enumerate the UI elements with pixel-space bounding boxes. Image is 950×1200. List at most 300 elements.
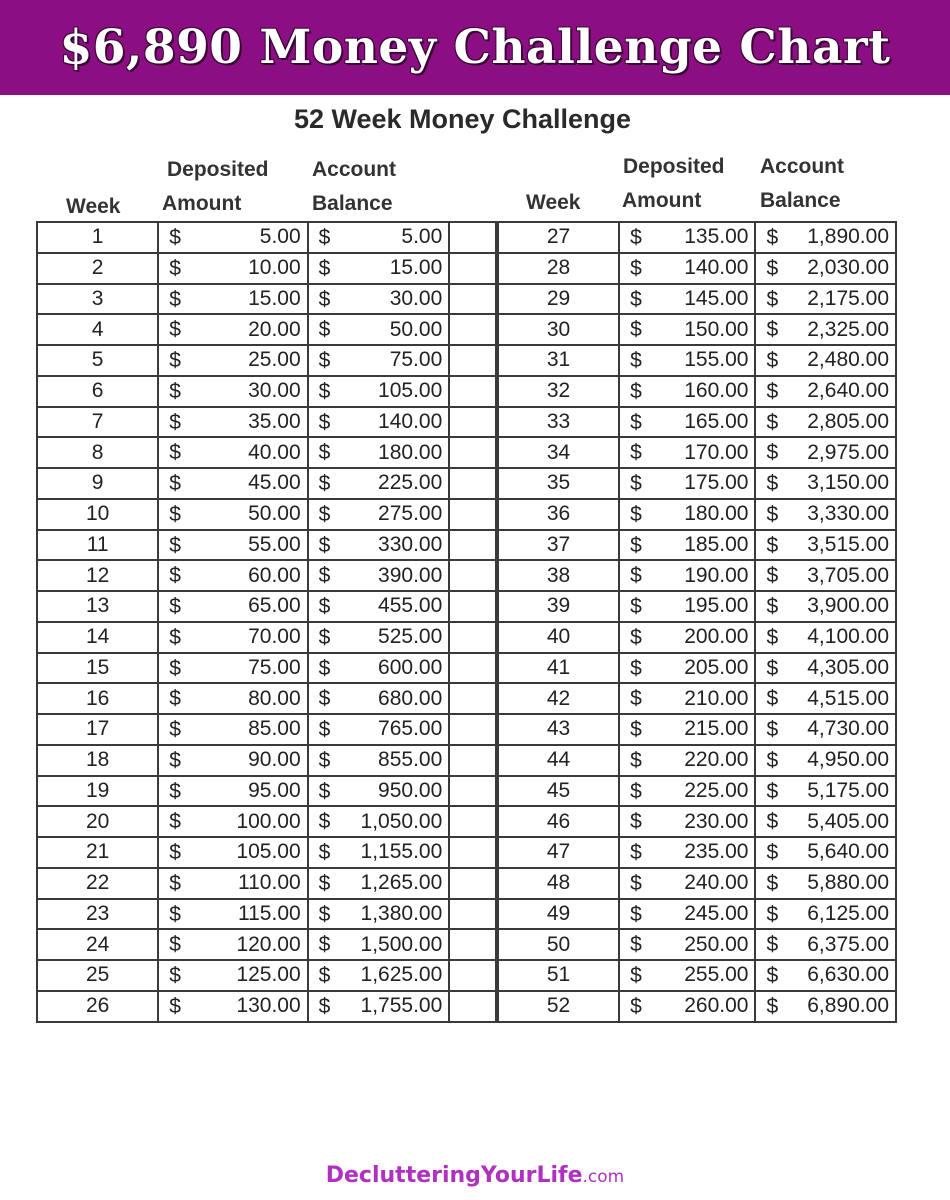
deposited-amount: 175.00: [684, 471, 749, 495]
currency-symbol: $: [169, 226, 181, 249]
deposited-amount-cell: [619, 806, 755, 837]
deposited-amount-cell: [619, 991, 755, 1022]
deposited-amount-cell: [619, 376, 755, 407]
currency-symbol: $: [169, 933, 181, 957]
right-account-header-line2: Balance: [760, 189, 841, 212]
deposited-amount: 210.00: [684, 686, 749, 710]
currency-symbol: $: [766, 410, 779, 434]
deposited-amount-cell: [619, 530, 755, 561]
deposited-amount: 215.00: [684, 717, 749, 741]
week-cell: 30: [498, 314, 619, 345]
account-balance-cell: [308, 530, 450, 561]
week-cell: 32: [498, 376, 619, 407]
blank-cell: [449, 991, 496, 1022]
table-row: [37, 776, 496, 807]
table-row: [498, 284, 896, 315]
deposited-amount: 80.00: [248, 686, 301, 710]
table-row: [37, 499, 496, 530]
left-week-header: Week: [66, 195, 121, 218]
deposited-amount: 260.00: [684, 994, 749, 1018]
table-row: [498, 591, 896, 622]
deposited-amount: 235.00: [684, 840, 749, 864]
account-balance: 1,155.00: [360, 840, 443, 864]
deposited-amount: 190.00: [684, 563, 749, 587]
deposited-amount: 115.00: [238, 901, 301, 925]
currency-symbol: $: [169, 318, 181, 342]
account-balance: 600.00: [378, 655, 443, 679]
account-balance: 455.00: [378, 594, 443, 618]
week-cell: 52: [498, 991, 619, 1022]
account-balance: 105.00: [378, 379, 443, 403]
deposited-amount-cell: [619, 222, 755, 253]
currency-symbol: $: [169, 779, 181, 803]
table-row: [498, 314, 896, 345]
account-balance-cell: [755, 530, 896, 561]
account-balance: 15.00: [389, 256, 443, 280]
blank-cell: [449, 253, 496, 284]
currency-symbol: $: [169, 656, 181, 680]
right-week-header: Week: [526, 191, 581, 214]
deposited-amount-cell: [158, 776, 307, 807]
week-cell: 21: [37, 837, 158, 868]
currency-symbol: $: [318, 533, 331, 557]
deposited-amount: 45.00: [248, 471, 301, 495]
account-balance-cell: [755, 837, 896, 868]
table-row: [37, 960, 496, 991]
account-balance: 950.00: [378, 778, 443, 802]
currency-symbol: $: [766, 625, 779, 649]
sheet-title: 52 Week Money Challenge: [293, 104, 632, 134]
account-balance-cell: [308, 622, 450, 653]
week-cell: 50: [498, 929, 619, 960]
right-account-header-line1: Account: [760, 155, 844, 178]
deposited-amount-cell: [619, 591, 755, 622]
deposited-amount-cell: [619, 622, 755, 653]
table-row: [37, 868, 496, 899]
account-balance: 2,030.00: [807, 256, 889, 280]
deposited-amount-cell: [619, 499, 755, 530]
week-cell: 35: [498, 468, 619, 499]
currency-symbol: $: [630, 533, 642, 557]
table-row: [37, 837, 496, 868]
currency-symbol: $: [318, 779, 331, 803]
banner-title: $6,890 Money Challenge Chart: [59, 20, 891, 75]
week-cell: 11: [37, 530, 158, 561]
blank-cell: [449, 560, 496, 591]
currency-symbol: $: [766, 902, 779, 926]
footer-brand: DeclutteringYourLife: [325, 1163, 583, 1188]
deposited-amount: 150.00: [684, 317, 749, 341]
currency-symbol: $: [766, 810, 779, 834]
account-balance-cell: [755, 991, 896, 1022]
table-row: [498, 683, 896, 714]
blank-cell: [449, 868, 496, 899]
deposited-amount-cell: [158, 560, 307, 591]
deposited-amount-cell: [158, 929, 307, 960]
account-balance: 50.00: [389, 317, 443, 341]
account-balance-cell: [308, 345, 450, 376]
account-balance: 2,805.00: [807, 409, 889, 433]
deposited-amount: 65.00: [248, 594, 301, 618]
account-balance: 390.00: [378, 563, 443, 587]
deposited-amount: 100.00: [236, 809, 301, 833]
currency-symbol: $: [318, 318, 331, 342]
currency-symbol: $: [169, 902, 181, 926]
week-cell: 29: [498, 284, 619, 315]
deposited-amount-cell: [619, 929, 755, 960]
account-balance-cell: [755, 499, 896, 530]
currency-symbol: $: [318, 841, 331, 864]
right-deposited-header-line1: Deposited: [623, 155, 725, 178]
table-row: [498, 653, 896, 684]
week-cell: 34: [498, 437, 619, 468]
table-row: [37, 622, 496, 653]
week-cell: 40: [498, 622, 619, 653]
deposited-amount: 10.00: [248, 256, 301, 280]
account-balance-cell: [308, 776, 450, 807]
blank-cell: [449, 653, 496, 684]
week-cell: 41: [498, 653, 619, 684]
currency-symbol: $: [318, 379, 331, 403]
currency-symbol: $: [318, 226, 331, 249]
week-cell: 37: [498, 530, 619, 561]
currency-symbol: $: [318, 287, 331, 311]
account-balance-cell: [308, 960, 450, 991]
account-balance-cell: [755, 960, 896, 991]
table-row: [498, 622, 896, 653]
right-challenge-table: [497, 221, 897, 1023]
currency-symbol: $: [318, 502, 331, 526]
blank-cell: [449, 284, 496, 315]
currency-symbol: $: [630, 687, 642, 711]
table-row: [37, 745, 496, 776]
currency-symbol: $: [169, 287, 181, 311]
account-balance: 855.00: [378, 748, 443, 772]
account-balance-cell: [308, 899, 450, 930]
currency-symbol: $: [169, 379, 181, 403]
deposited-amount-cell: [619, 314, 755, 345]
account-balance-cell: [755, 560, 896, 591]
deposited-amount-cell: [619, 745, 755, 776]
currency-symbol: $: [318, 656, 331, 680]
week-cell: 24: [37, 929, 158, 960]
deposited-amount: 240.00: [684, 871, 749, 895]
deposited-amount-cell: [158, 991, 307, 1022]
week-cell: 17: [37, 714, 158, 745]
table-row: [37, 376, 496, 407]
account-balance: 4,305.00: [807, 655, 889, 679]
week-cell: 47: [498, 837, 619, 868]
week-cell: 36: [498, 499, 619, 530]
week-cell: 25: [37, 960, 158, 991]
account-balance: 180.00: [378, 440, 443, 464]
currency-symbol: $: [169, 595, 181, 618]
currency-symbol: $: [630, 748, 642, 772]
account-balance: 525.00: [378, 625, 443, 649]
deposited-amount: 120.00: [236, 932, 301, 956]
blank-cell: [449, 745, 496, 776]
account-balance: 3,900.00: [807, 594, 889, 618]
title-banner: [0, 0, 950, 95]
week-cell: 39: [498, 591, 619, 622]
blank-cell: [449, 437, 496, 468]
currency-symbol: $: [318, 718, 331, 741]
currency-symbol: $: [630, 287, 642, 311]
week-cell: 33: [498, 407, 619, 438]
deposited-amount: 20.00: [248, 317, 301, 341]
account-balance: 1,500.00: [360, 932, 443, 956]
deposited-amount: 250.00: [684, 932, 749, 956]
deposited-amount-cell: [158, 284, 307, 315]
account-balance: 3,330.00: [807, 502, 889, 526]
table-row: [37, 991, 496, 1022]
table-row: [37, 468, 496, 499]
account-balance: 1,890.00: [807, 225, 889, 249]
week-cell: 51: [498, 960, 619, 991]
currency-symbol: $: [169, 564, 181, 588]
currency-symbol: $: [318, 595, 331, 618]
currency-symbol: $: [169, 841, 181, 864]
deposited-amount-cell: [158, 222, 307, 253]
account-balance-cell: [755, 806, 896, 837]
deposited-amount-cell: [158, 407, 307, 438]
currency-symbol: $: [630, 502, 642, 526]
table-row: [498, 868, 896, 899]
currency-symbol: $: [766, 871, 779, 895]
week-cell: 7: [37, 407, 158, 438]
currency-symbol: $: [630, 564, 642, 588]
week-cell: 45: [498, 776, 619, 807]
left-challenge-table: [36, 221, 497, 1023]
deposited-amount-cell: [158, 468, 307, 499]
account-balance: 2,975.00: [807, 440, 889, 464]
account-balance-cell: [308, 468, 450, 499]
account-balance-cell: [755, 929, 896, 960]
currency-symbol: $: [169, 441, 181, 465]
currency-symbol: $: [766, 595, 779, 618]
currency-symbol: $: [766, 226, 779, 249]
currency-symbol: $: [630, 810, 642, 834]
deposited-amount-cell: [158, 745, 307, 776]
week-cell: 2: [37, 253, 158, 284]
currency-symbol: $: [318, 349, 331, 372]
blank-cell: [449, 929, 496, 960]
table-row: [498, 806, 896, 837]
deposited-amount-cell: [619, 960, 755, 991]
table-row: [37, 591, 496, 622]
deposited-amount-cell: [619, 560, 755, 591]
week-cell: 26: [37, 991, 158, 1022]
week-cell: 13: [37, 591, 158, 622]
deposited-amount-cell: [158, 314, 307, 345]
account-balance-cell: [755, 253, 896, 284]
deposited-amount: 90.00: [248, 748, 301, 772]
week-cell: 5: [37, 345, 158, 376]
table-row: [498, 714, 896, 745]
deposited-amount: 165.00: [684, 409, 749, 433]
deposited-amount-cell: [619, 437, 755, 468]
deposited-amount-cell: [619, 345, 755, 376]
account-balance-cell: [308, 745, 450, 776]
account-balance: 75.00: [389, 348, 443, 372]
account-balance: 140.00: [378, 409, 443, 433]
table-row: [37, 683, 496, 714]
currency-symbol: $: [630, 964, 642, 987]
currency-symbol: $: [169, 625, 181, 649]
table-row: [37, 560, 496, 591]
account-balance: 2,480.00: [807, 348, 889, 372]
deposited-amount-cell: [158, 653, 307, 684]
account-balance-cell: [755, 468, 896, 499]
table-row: [37, 437, 496, 468]
account-balance-cell: [755, 899, 896, 930]
blank-cell: [449, 683, 496, 714]
deposited-amount: 30.00: [248, 379, 301, 403]
table-row: [498, 376, 896, 407]
currency-symbol: $: [318, 625, 331, 649]
currency-symbol: $: [318, 564, 331, 588]
account-balance: 2,175.00: [807, 286, 889, 310]
week-cell: 18: [37, 745, 158, 776]
account-balance: 1,265.00: [360, 871, 443, 895]
week-cell: 19: [37, 776, 158, 807]
currency-symbol: $: [766, 502, 779, 526]
currency-symbol: $: [766, 779, 779, 803]
blank-cell: [449, 407, 496, 438]
account-balance: 6,375.00: [807, 932, 889, 956]
deposited-amount-cell: [158, 591, 307, 622]
deposited-amount: 195.00: [684, 594, 749, 618]
week-cell: 16: [37, 683, 158, 714]
deposited-amount-cell: [619, 776, 755, 807]
deposited-amount: 135.00: [684, 225, 749, 249]
deposited-amount: 230.00: [684, 809, 749, 833]
currency-symbol: $: [766, 533, 779, 557]
currency-symbol: $: [630, 472, 642, 495]
deposited-amount: 155.00: [684, 348, 749, 372]
deposited-amount: 130.00: [236, 994, 301, 1018]
currency-symbol: $: [630, 226, 642, 249]
currency-symbol: $: [630, 656, 642, 680]
left-account-header-line2: Balance: [312, 192, 393, 215]
currency-symbol: $: [630, 595, 642, 618]
account-balance-cell: [755, 868, 896, 899]
account-balance: 6,890.00: [807, 994, 889, 1018]
week-cell: 28: [498, 253, 619, 284]
currency-symbol: $: [630, 349, 642, 372]
currency-symbol: $: [766, 564, 779, 588]
table-row: [37, 284, 496, 315]
account-balance: 3,515.00: [807, 532, 889, 556]
account-balance: 4,100.00: [807, 625, 889, 649]
deposited-amount: 200.00: [684, 625, 749, 649]
table-row: [498, 468, 896, 499]
deposited-amount-cell: [619, 253, 755, 284]
currency-symbol: $: [169, 687, 181, 711]
currency-symbol: $: [766, 441, 779, 465]
week-cell: 4: [37, 314, 158, 345]
deposited-amount: 75.00: [248, 655, 301, 679]
deposited-amount-cell: [158, 376, 307, 407]
week-cell: 27: [498, 222, 619, 253]
blank-cell: [449, 622, 496, 653]
account-balance-cell: [755, 314, 896, 345]
deposited-amount-cell: [619, 653, 755, 684]
currency-symbol: $: [169, 994, 181, 1018]
table-row: [37, 345, 496, 376]
currency-symbol: $: [766, 656, 779, 680]
account-balance: 5,640.00: [807, 840, 889, 864]
deposited-amount: 70.00: [248, 625, 301, 649]
week-cell: 1: [37, 222, 158, 253]
week-cell: 38: [498, 560, 619, 591]
table-row: [37, 806, 496, 837]
week-cell: 48: [498, 868, 619, 899]
account-balance-cell: [308, 376, 450, 407]
account-balance: 2,640.00: [807, 379, 889, 403]
blank-cell: [449, 314, 496, 345]
account-balance-cell: [755, 653, 896, 684]
account-balance-cell: [308, 714, 450, 745]
account-balance: 1,625.00: [360, 963, 443, 987]
table-row: [37, 714, 496, 745]
currency-symbol: $: [630, 410, 642, 434]
currency-symbol: $: [318, 933, 331, 957]
currency-symbol: $: [169, 472, 181, 495]
deposited-amount-cell: [158, 806, 307, 837]
account-balance: 680.00: [378, 686, 443, 710]
deposited-amount-cell: [158, 499, 307, 530]
currency-symbol: $: [766, 718, 779, 741]
week-cell: 42: [498, 683, 619, 714]
deposited-amount: 50.00: [248, 502, 301, 526]
currency-symbol: $: [318, 810, 331, 834]
table-row: [498, 991, 896, 1022]
left-deposited-header-line1: Deposited: [167, 158, 269, 181]
currency-symbol: $: [766, 318, 779, 342]
currency-symbol: $: [630, 841, 642, 864]
account-balance: 5,880.00: [807, 871, 889, 895]
blank-cell: [449, 222, 496, 253]
account-balance-cell: [755, 683, 896, 714]
currency-symbol: $: [766, 349, 779, 372]
blank-cell: [449, 899, 496, 930]
deposited-amount-cell: [158, 714, 307, 745]
currency-symbol: $: [318, 687, 331, 711]
deposited-amount-cell: [158, 899, 307, 930]
account-balance-cell: [755, 345, 896, 376]
account-balance-cell: [308, 653, 450, 684]
currency-symbol: $: [318, 902, 331, 926]
account-balance: 6,630.00: [807, 963, 889, 987]
deposited-amount: 180.00: [684, 502, 749, 526]
account-balance-cell: [755, 745, 896, 776]
currency-symbol: $: [766, 994, 779, 1018]
right-deposited-header-line2: Amount: [622, 189, 702, 212]
account-balance: 5.00: [401, 225, 443, 249]
account-balance: 1,755.00: [360, 994, 443, 1018]
deposited-amount: 170.00: [684, 440, 749, 464]
currency-symbol: $: [169, 256, 181, 280]
week-cell: 46: [498, 806, 619, 837]
currency-symbol: $: [318, 994, 331, 1018]
left-account-header-line1: Account: [312, 158, 396, 181]
deposited-amount: 35.00: [248, 409, 301, 433]
account-balance: 2,325.00: [807, 317, 889, 341]
table-row: [498, 960, 896, 991]
account-balance: 3,705.00: [807, 563, 889, 587]
deposited-amount-cell: [158, 868, 307, 899]
